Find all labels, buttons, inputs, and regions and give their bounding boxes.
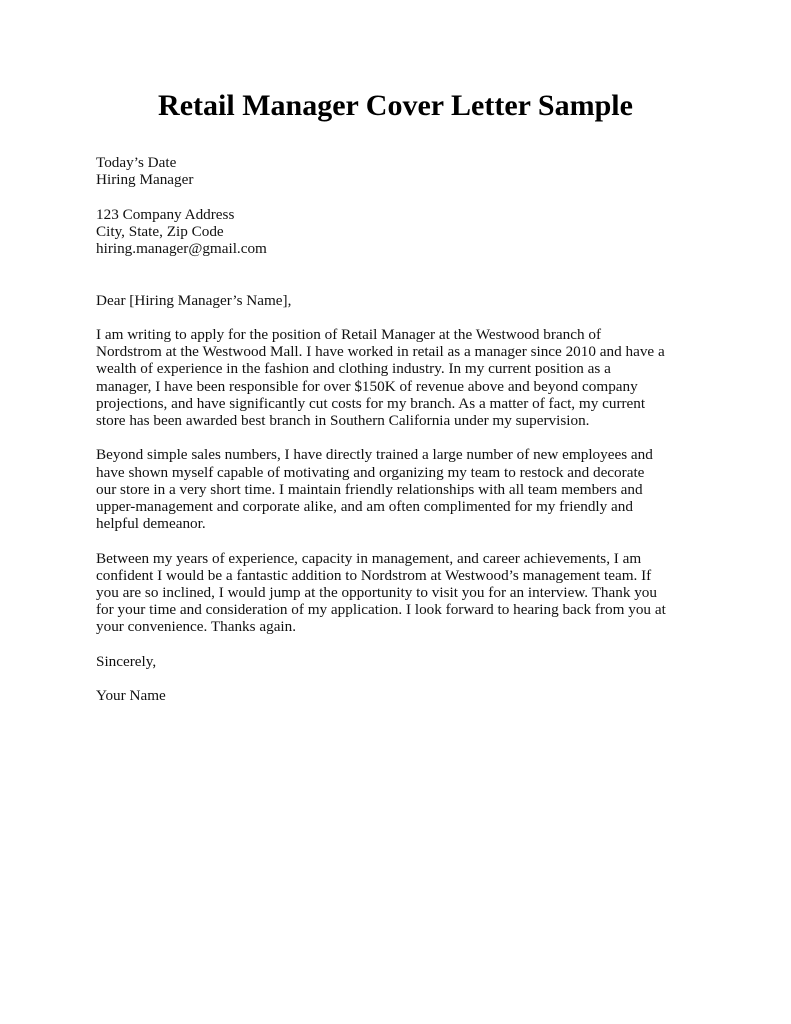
date-line: Today’s Date [96, 154, 177, 171]
paragraph-line: Nordstrom at the Westwood Mall. I have worked in retail as a manager since 2010 and have a [96, 343, 665, 361]
paragraph-line: projections, and have significantly cut costs for my branch. As a matter of fact, my current [96, 394, 646, 412]
paragraph-line: your convenience. Thanks again. [96, 618, 297, 636]
paragraph-line: store has been awarded best branch in Southern California under my supervision. [96, 411, 590, 429]
recipient-line: Hiring Manager [96, 171, 194, 189]
header-block [96, 154, 706, 188]
paragraph-line: I am writing to apply for the position of Retail Manager at the Westwood branch of [96, 325, 602, 343]
email-line: hiring.manager@gmail.com [96, 240, 267, 257]
paragraph-line: manager, I have been responsible for over $150K of revenue above and beyond company [96, 377, 638, 395]
paragraph-3 [96, 550, 706, 636]
address-block [96, 206, 706, 258]
paragraph-line: wealth of experience in the fashion and clothing industry. In my current position as a [96, 360, 611, 378]
closing: Sincerely, [96, 652, 157, 670]
paragraph-1 [96, 326, 706, 429]
paragraph-line: our store in a very short time. I maintain friendly relationships with all team members and [96, 480, 643, 498]
paragraph-line: Beyond simple sales numbers, I have directly trained a large number of new employees and [96, 446, 653, 464]
salutation: Dear [Hiring Manager’s Name], [96, 291, 292, 309]
paragraph-line: confident I would be a fantastic addition to Nordstrom at Westwood’s management team. If [96, 566, 652, 584]
paragraph-line: Between my years of experience, capacity in management, and career achievements, I am [96, 549, 642, 567]
paragraph-line: you are so inclined, I would jump at the opportunity to visit you for an interview. Thank you [96, 583, 657, 601]
paragraph-line: upper-management and corporate alike, and am often complimented for my friendly and [96, 497, 633, 515]
paragraph-line: for your time and consideration of my application. I look forward to hearing back from you at [96, 601, 666, 619]
paragraph-line: helpful demeanor. [96, 515, 206, 533]
letter-body [96, 154, 706, 704]
city-state-zip-line: City, State, Zip Code [96, 222, 224, 240]
document-title: Retail Manager Cover Letter Sample [158, 89, 633, 122]
paragraph-line: have shown myself capable of motivating and organizing my team to restock and decorate [96, 463, 645, 481]
signature: Your Name [96, 687, 166, 705]
paragraph-2 [96, 446, 706, 532]
address-line: 123 Company Address [96, 205, 235, 223]
